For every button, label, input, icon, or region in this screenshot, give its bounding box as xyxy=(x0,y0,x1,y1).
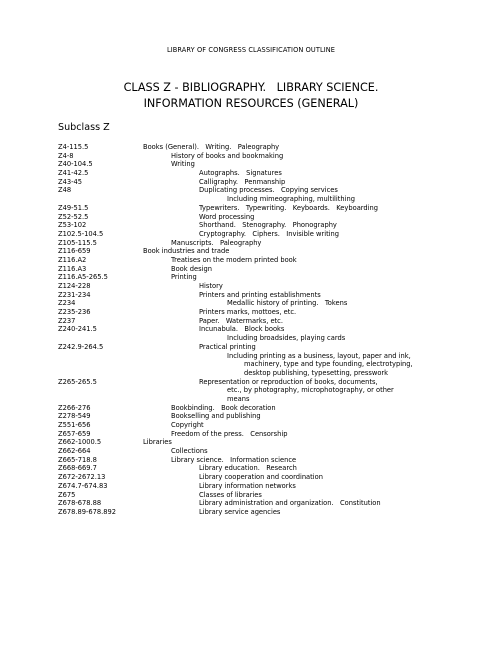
classification-code: Z240-241.5 xyxy=(58,325,97,334)
outline-row xyxy=(0,352,502,361)
classification-code: Z662-1000.5 xyxy=(58,438,102,447)
outline-row xyxy=(0,421,502,430)
subject-heading: means xyxy=(227,394,250,403)
subject-heading: Book industries and trade xyxy=(143,247,230,256)
outline-row xyxy=(0,369,502,378)
classification-code: Z235-236 xyxy=(58,308,91,317)
subclass-heading: Subclass Z xyxy=(58,122,110,133)
outline-row xyxy=(0,343,502,352)
classification-code: Z48 xyxy=(58,186,72,195)
outline-row xyxy=(0,447,502,456)
outline-row xyxy=(0,230,502,239)
outline-row xyxy=(0,438,502,447)
outline-row xyxy=(0,491,502,500)
subject-heading: Library science. Information science xyxy=(171,455,297,464)
outline-row xyxy=(0,239,502,248)
subject-heading: Library information networks xyxy=(199,481,296,490)
classification-code: Z52-52.5 xyxy=(58,212,89,221)
subject-heading: Bookselling and publishing xyxy=(171,412,261,421)
outline-row xyxy=(0,204,502,213)
classification-code: Z668-669.7 xyxy=(58,464,97,473)
outline-row xyxy=(0,334,502,343)
classification-code: Z49-51.5 xyxy=(58,203,89,212)
subject-heading: Library education. Research xyxy=(199,464,297,473)
class-title-line-1: CLASS Z - BIBLIOGRAPHY. LIBRARY SCIENCE. xyxy=(123,81,379,94)
classification-code: Z657-659 xyxy=(58,429,91,438)
subject-heading: Library cooperation and coordination xyxy=(199,473,323,482)
subject-heading: History xyxy=(199,282,223,290)
subject-heading: Cryptography. Ciphers. Invisible writing xyxy=(199,229,340,238)
outline-row xyxy=(0,386,502,395)
classification-code: Z266-276 xyxy=(58,403,91,412)
classification-code: Z116-659 xyxy=(58,247,91,256)
classification-code: Z116.A2 xyxy=(58,255,87,264)
classification-code: Z231-234 xyxy=(58,290,91,299)
subject-heading: Libraries xyxy=(143,438,172,447)
outline-row xyxy=(0,482,502,491)
subject-heading: Including mimeographing, multilithing xyxy=(227,195,355,204)
classification-code: Z116.A3 xyxy=(58,264,87,273)
outline-row xyxy=(0,404,502,413)
subject-heading: etc., by photography, microphotography, or other xyxy=(227,386,394,395)
outline-row xyxy=(0,299,502,308)
classification-code: Z678.89-678.892 xyxy=(58,507,117,516)
subject-heading: Library administration and organization. Constitution xyxy=(199,499,381,508)
classification-code: Z674.7-674.83 xyxy=(58,481,108,490)
subject-heading: Including broadsides, playing cards xyxy=(227,334,346,343)
outline-row xyxy=(0,412,502,421)
outline-row xyxy=(0,256,502,265)
classification-code: Z278-549 xyxy=(58,412,91,421)
page-header: LIBRARY OF CONGRESS CLASSIFICATION OUTLINE xyxy=(166,46,336,54)
classification-code: Z234 xyxy=(58,299,76,308)
classification-code: Z237 xyxy=(58,316,76,325)
subject-heading: Books (General). Writing. Paleography xyxy=(143,143,280,151)
outline-row xyxy=(0,186,502,195)
subject-heading: Copyright xyxy=(171,421,204,429)
outline-row xyxy=(0,213,502,222)
subject-heading: Printers and printing establishments xyxy=(199,290,321,299)
subject-heading: History of books and bookmaking xyxy=(171,151,284,160)
outline-row xyxy=(0,178,502,187)
subject-heading: Freedom of the press. Censorship xyxy=(171,429,288,438)
subject-heading: Duplicating processes. Copying services xyxy=(199,186,338,195)
outline-row xyxy=(0,160,502,169)
subject-heading: Printers marks, mottoes, etc. xyxy=(199,308,297,317)
classification-code: Z102.5-104.5 xyxy=(58,229,104,238)
classification-code: Z53-102 xyxy=(58,221,87,230)
outline-row xyxy=(0,247,502,256)
classification-code: Z41-42.5 xyxy=(58,169,89,178)
outline-row xyxy=(0,464,502,473)
subject-heading: Collections xyxy=(171,447,208,456)
subject-heading: Shorthand. Stenography. Phonography xyxy=(199,221,337,230)
subject-heading: Autographs. Signatures xyxy=(199,169,282,178)
subject-heading: Library service agencies xyxy=(199,507,281,516)
class-title-line-2: INFORMATION RESOURCES (GENERAL) xyxy=(143,97,359,110)
subject-heading: Representation or reproduction of books, documents, xyxy=(199,377,378,386)
classification-code: Z662-664 xyxy=(58,447,91,456)
outline-row xyxy=(0,195,502,204)
subject-heading: machinery, type and type founding, electrotyping, xyxy=(244,360,413,369)
outline-row xyxy=(0,360,502,369)
subject-heading: Including printing as a business, layout, paper and ink, xyxy=(227,351,411,360)
outline-list xyxy=(0,143,502,517)
outline-row xyxy=(0,273,502,282)
classification-code: Z105-115.5 xyxy=(58,238,97,247)
outline-row xyxy=(0,265,502,274)
outline-row xyxy=(0,456,502,465)
classification-code: Z116.A5-265.5 xyxy=(58,273,108,282)
subject-heading: Classes of libraries xyxy=(199,490,262,499)
classification-code: Z4-115.5 xyxy=(58,143,89,151)
outline-row xyxy=(0,308,502,317)
outline-row xyxy=(0,317,502,326)
subject-heading: Incunabula. Block books xyxy=(199,325,285,334)
outline-row xyxy=(0,325,502,334)
subject-heading: Bookbinding. Book decoration xyxy=(171,403,276,412)
outline-row xyxy=(0,473,502,482)
classification-code: Z265-265.5 xyxy=(58,377,97,386)
classification-code: Z678-678.88 xyxy=(58,499,102,508)
subject-heading: Treatises on the modern printed book xyxy=(171,255,297,264)
subject-heading: desktop publishing, typesetting, presswork xyxy=(244,368,389,377)
classification-code: Z551-656 xyxy=(58,421,91,429)
classification-code: Z40-104.5 xyxy=(58,160,93,169)
class-title xyxy=(0,80,502,112)
outline-row xyxy=(0,221,502,230)
outline-row xyxy=(0,291,502,300)
subject-heading: Calligraphy. Penmanship xyxy=(199,177,286,186)
subject-heading: Typewriters. Typewriting. Keyboards. Keyboarding xyxy=(199,203,379,212)
classification-code: Z4-8 xyxy=(58,151,74,160)
outline-row xyxy=(0,143,502,152)
outline-row xyxy=(0,282,502,291)
subject-heading: Word processing xyxy=(199,212,255,221)
subject-heading: Writing xyxy=(171,160,195,169)
classification-code: Z672-2672.13 xyxy=(58,473,106,482)
outline-row xyxy=(0,430,502,439)
outline-row xyxy=(0,169,502,178)
classification-code: Z675 xyxy=(58,490,76,499)
classification-code: Z242.9-264.5 xyxy=(58,342,104,351)
subject-heading: Medallic history of printing. Tokens xyxy=(227,299,348,308)
classification-code: Z665-718.8 xyxy=(58,455,97,464)
subject-heading: Manuscripts. Paleography xyxy=(171,238,262,247)
outline-row xyxy=(0,499,502,508)
subject-heading: Paper. Watermarks, etc. xyxy=(199,316,283,325)
subject-heading: Printing xyxy=(171,273,197,282)
outline-row xyxy=(0,152,502,161)
classification-code: Z43-45 xyxy=(58,177,83,186)
outline-row xyxy=(0,378,502,387)
subject-heading: Practical printing xyxy=(199,342,256,351)
classification-code: Z124-228 xyxy=(58,282,91,290)
outline-row xyxy=(0,508,502,517)
subject-heading: Book design xyxy=(171,264,212,273)
outline-row xyxy=(0,395,502,404)
